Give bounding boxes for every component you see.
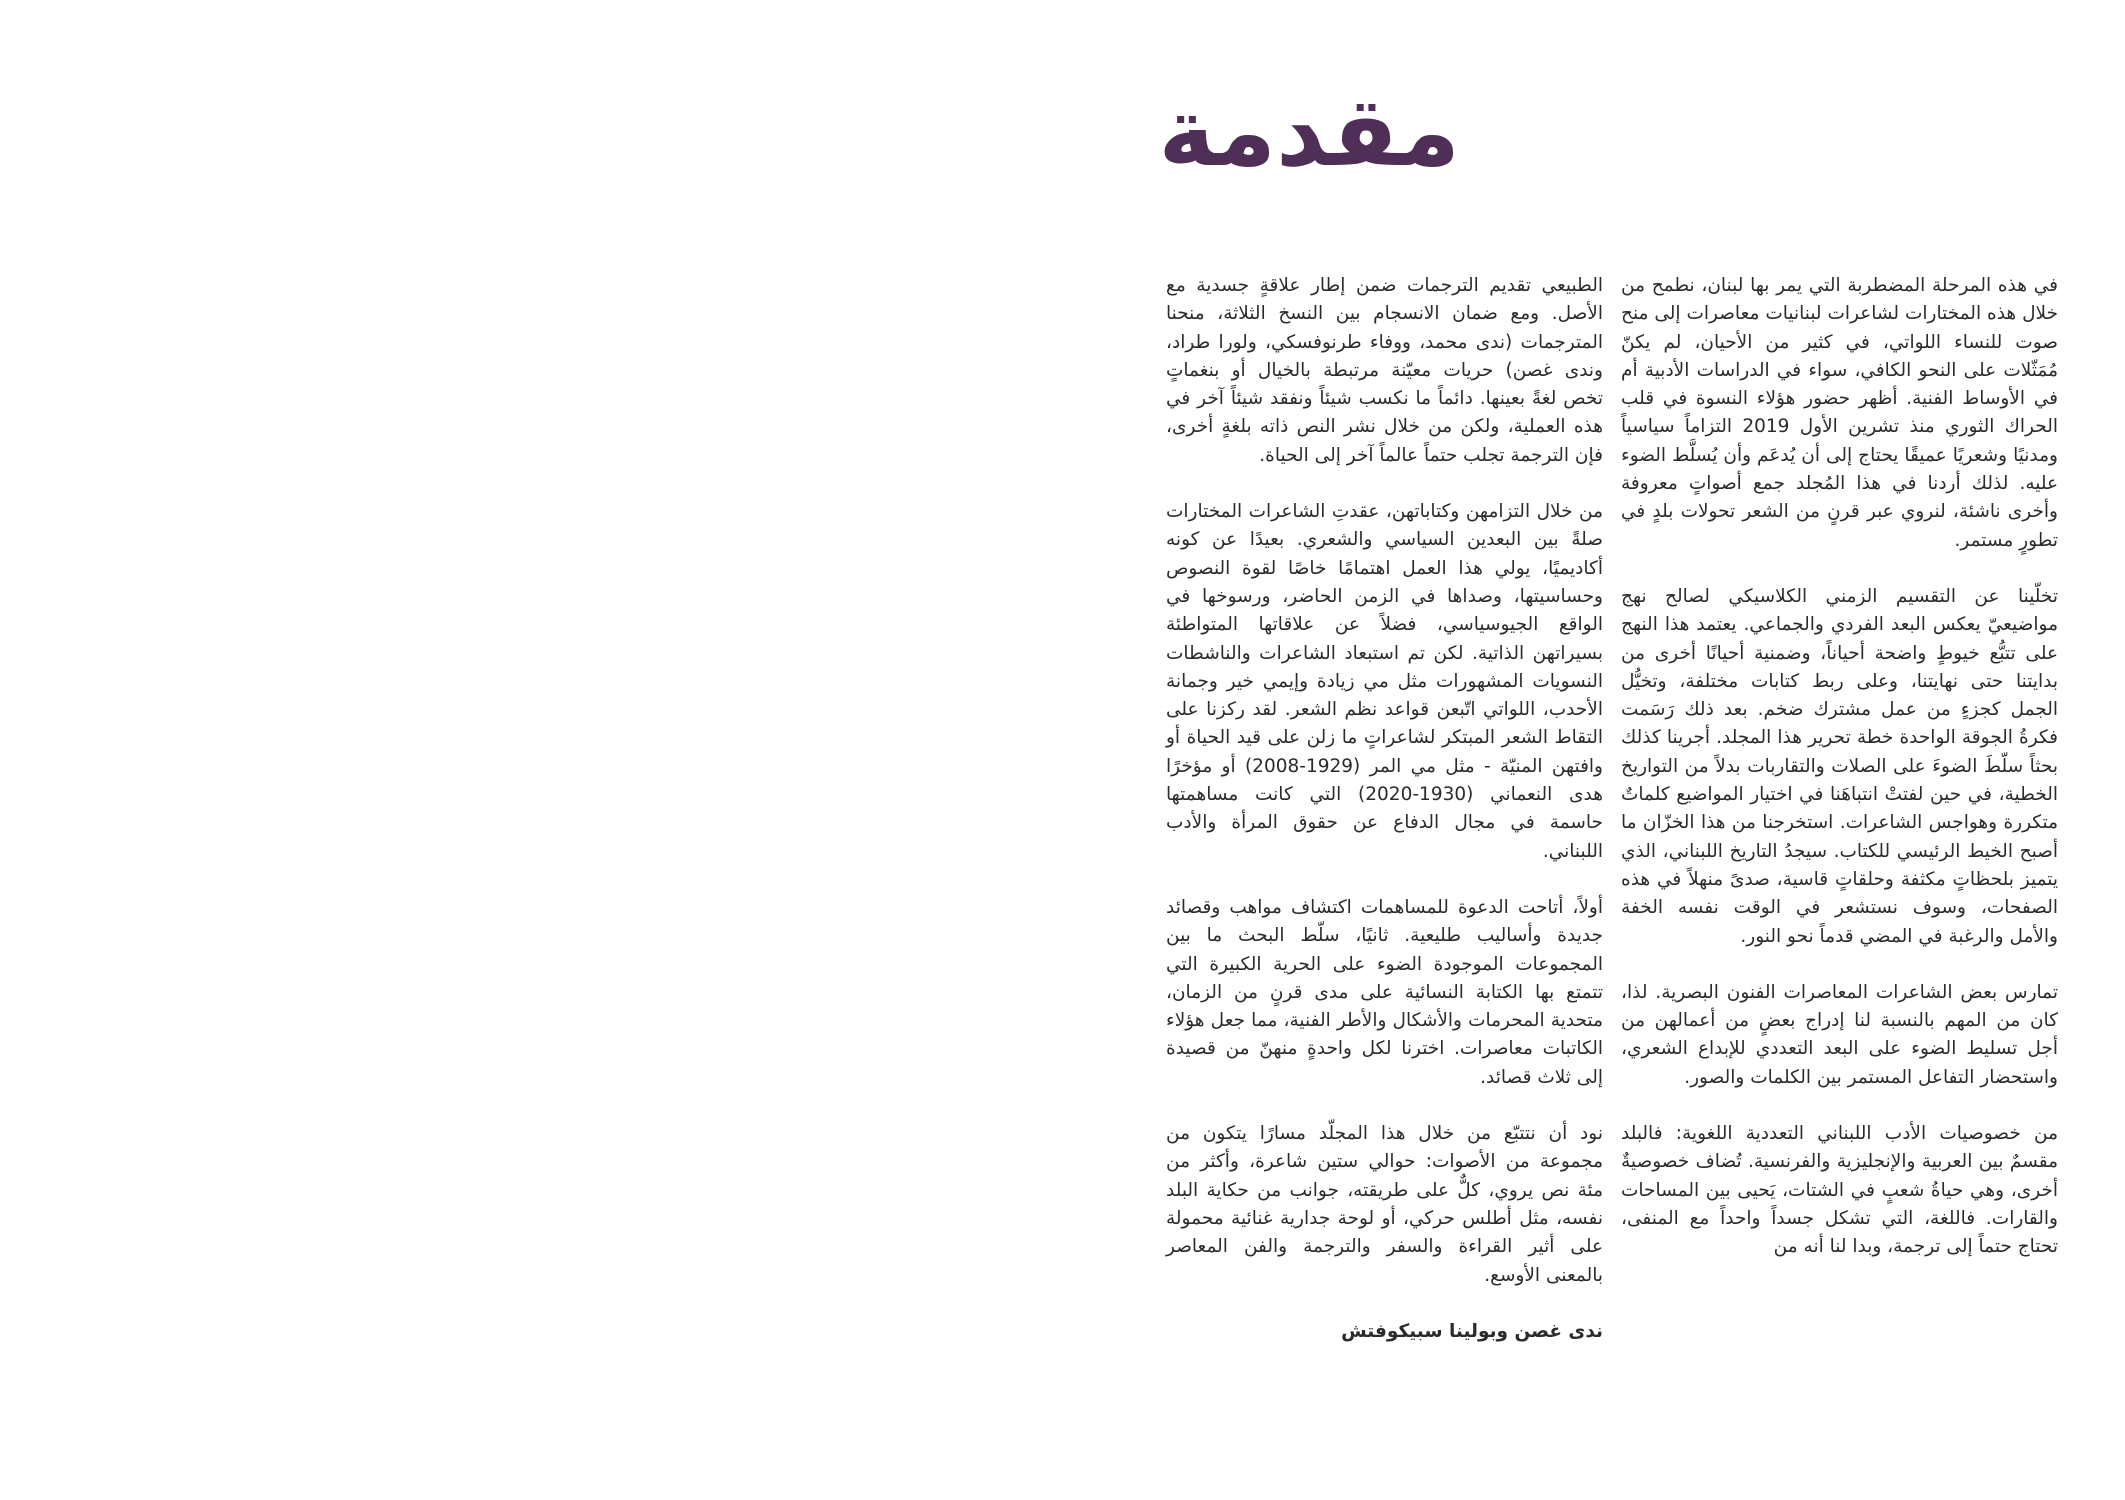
paragraph: تمارس بعض الشاعرات المعاصرات الفنون البصرية. لذا، كان من المهم بالنسبة لنا إدراج بعضٍ من أعمالهن من أجل تسليط الضوء على البعد التعددي للإبداع الشعري، واستحضار التفاعل المستمر بين الكلمات والصور. (1621, 981, 2058, 1088)
paragraph: أولاً، أتاحت الدعوة للمساهمات اكتشاف مواهب وقصائد جديدة وأساليب طليعية. ثانيًا، سلّط البحث ما بين المجموعات الموجودة الضوء على الحرية الكبيرة التي تتمتع بها الكتابة النسائية على مدى قرنٍ من الزمان، متحدية المحرمات والأشكال والأطر الفنية، مما جعل هؤلاء الكاتبات معاصرات. اخترنا لكل واحدةٍ منهنّ من قصيدة إلى ثلاث قصائد. (1166, 896, 1603, 1088)
paragraph: من خصوصيات الأدب اللبناني التعددية اللغوية: فالبلد مقسمٌ بين العربية والإنجليزية والفرنسية. تُضاف خصوصيةٌ أخرى، وهي حياةُ شعبٍ في الشتات، يَحيى بين المساحات والقارات. فاللغة، التي تشكل جسداً واحداً مع المنفى، تحتاج حتماً إلى ترجمة، وبدا لنا أنه من (1621, 1123, 2058, 1258)
text-column-left (1166, 272, 1603, 1346)
author-signature: ندى غصن وبولينا سبيكوفتش (1341, 1320, 1603, 1342)
page-title: مقدمة (1158, 76, 1460, 188)
text-column-right (1621, 272, 2058, 1290)
paragraph: الطبيعي تقديم الترجمات ضمن إطار علاقةٍ جسدية مع الأصل. ومع ضمان الانسجام بين النسخ الثلاثة، منحنا المترجمات (ندى محمد، ووفاء طرنوفسكي، ولورا طراد، وندى غصن) حريات معيّنة مرتبطة بالخيال أو بنغماتٍ تخص لغةً بعينها. دائماً ما نكسب شيئاً ونفقد شيئاً آخر في هذه العملية، ولكن من خلال نشر النص ذاته بلغةٍ أخرى، فإن الترجمة تجلب حتماً عالماً آخر إلى الحياة. (1166, 275, 1603, 466)
paragraph: نود أن نتتبّع من خلال هذا المجلّد مسارًا يتكون من مجموعة من الأصوات: حوالي ستين شاعرة، وأكثر من مئة نص يروي، كلٌّ على طريقته، جوانب من حكاية البلد نفسه، مثل أطلس حركي، أو لوحة جدارية غنائية محمولة على أثير القراءة والسفر والترجمة والفن المعاصر بالمعنى الأوسع. (1166, 1123, 1603, 1286)
paragraph: تخلّينا عن التقسيم الزمني الكلاسيكي لصالح نهج مواضيعيّ يعكس البعد الفردي والجماعي. يعتمد هذا النهج على تتبُّع خيوطٍ واضحة أحياناً، وضمنية أحيانًا أخرى من بدايتنا حتى نهايتنا، وعلى ربط كتابات مختلفة، وتخيُّل الجمل كجزءٍ من عمل مشترك ضخم. بعد ذلك رَسَمت فكرةُ الجوقة الواحدة خطة تحرير هذا المجلد. أجرينا كذلك بحثاً سلّطَ الضوءَ على الصلات والتقاربات بدلاً من التواريخ الخطية، في حين لفتتْ انتباهَنا في اختيار المواضيع كلماتٌ متكررة وهواجس الشاعرات. استخرجنا من هذا الخزّان ما أصبح الخيط الرئيسي للكتاب. سيجدُ التاريخ اللبناني، الذي يتميز بلحظاتٍ مكثفة وحلقاتٍ قاسية، صدىً منهلاً في هذه الصفحات، وسوف نستشعر في الوقت نفسه الخفة والأمل والرغبة في المضي قدماً نحو النور. (1621, 585, 2058, 947)
paragraph: من خلال التزامهن وكتاباتهن، عقدتِ الشاعرات المختارات صلةً بين البعدين السياسي والشعري. بعيدًا عن كونه أكاديميًا، يولي هذا العمل اهتمامًا خاصًا لقوة النصوص وحساسيتها، وصداها في الزمن الحاضر، ورسوخها في الواقع الجيوسياسي، فضلاً عن علاقاتها المتواطئة بسيراتهن الذاتية. لكن تم استبعاد الشاعرات والناشطات النسويات المشهورات مثل مي زيادة وإيمي خير وجمانة الأحدب، اللواتي اتّبعن قواعد نظم الشعر. لقد ركزنا على التقاط الشعر المبتكر لشاعراتٍ ما زلن على قيد الحياة أو وافتهن المنيّة - مثل مي المر (1929-2008) أو مؤخرًا هدى النعماني (1930-2020) التي كانت مساهمتها حاسمة في مجال الدفاع عن حقوق المرأة والأدب اللبناني. (1166, 501, 1603, 862)
paragraph: في هذه المرحلة المضطربة التي يمر بها لبنان، نطمح من خلال هذه المختارات لشاعرات لبنانيات معاصرات إلى منح صوت للنساء اللواتي، في كثير من الأحيان، لم يكنّ مُمَثّلات على النحو الكافي، سواء في الدراسات الأدبية أم في الأوساط الفنية. أظهر حضور هؤلاء النسوة في قلب الحراك الثوري منذ تشرين الأول 2019 التزاماً سياسياً ومدنيًا وشعريًا عميقًا يحتاج إلى أن يُدعَم وأن يُسلَّط الضوء عليه. لذلك أردنا في هذا المُجلد جمع أصواتٍ معروفة وأخرى ناشئة، لنروي عبر قرنٍ من الشعر تحولات بلدٍ في تطورٍ مستمر. (1621, 275, 2058, 551)
